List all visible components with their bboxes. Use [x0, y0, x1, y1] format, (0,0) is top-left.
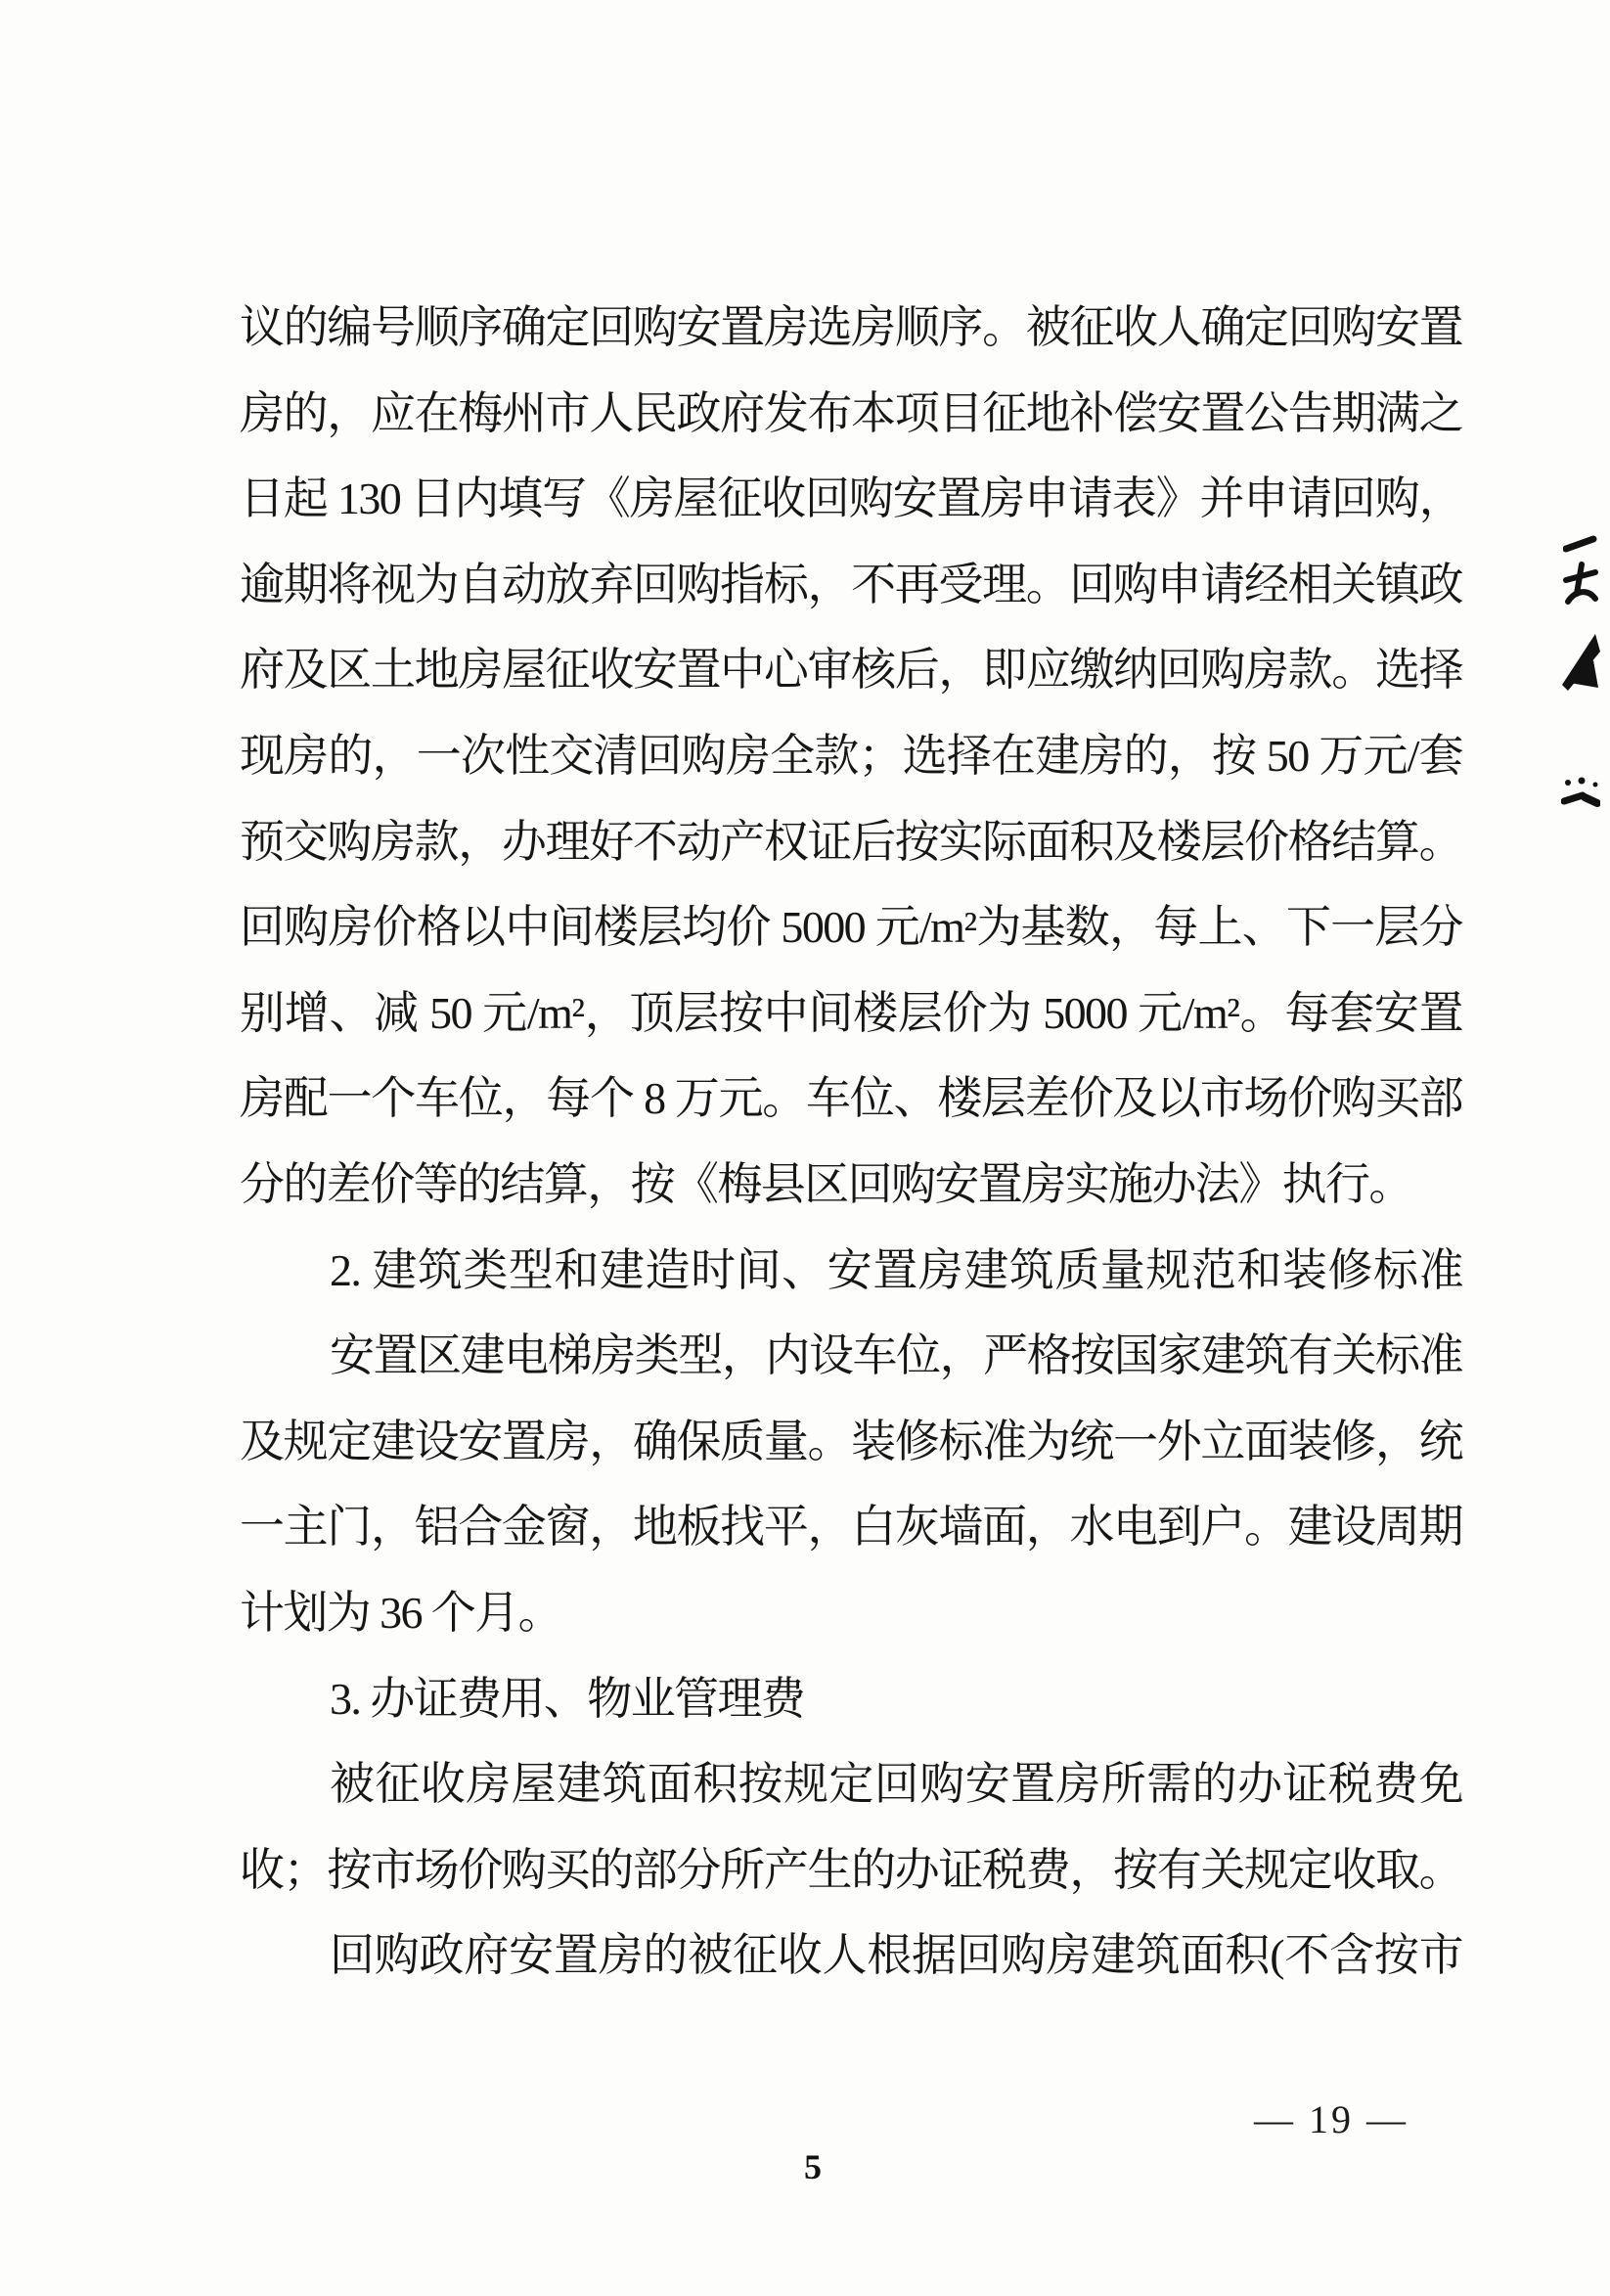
section-heading: 2. 建筑类型和建造时间、安置房建筑质量规范和装修标准: [330, 1244, 1462, 1295]
text-line: 房的，应在梅州市人民政府发布本项目征地补偿安置公告期满之: [240, 387, 1462, 438]
text-line: 安置区建电梯房类型，内设车位，严格按国家建筑有关标准: [330, 1330, 1462, 1381]
text-line: 计划为 36 个月。: [240, 1587, 562, 1638]
text-line: 房配一个车位，每个 8 万元。车位、楼层差价及以市场价购买部: [240, 1073, 1462, 1124]
text-line: 现房的，一次性交清回购房全款；选择在建房的，按 50 万元/套: [240, 730, 1462, 781]
text-line: 收；按市场价购买的部分所产生的办证税费，按有关规定收取。: [240, 1844, 1462, 1895]
text-line: 逾期将视为自动放弃回购指标，不再受理。回购申请经相关镇政: [240, 559, 1462, 609]
text-line: 及规定建设安置房，确保质量。装修标准为统一外立面装修，统: [240, 1416, 1462, 1466]
text-line: 别增、减 50 元/m²，顶层按中间楼层价为 5000 元/m²。每套安置: [240, 987, 1462, 1038]
ink-dashes-mark: [1561, 776, 1600, 813]
ink-check-triangle-mark: [1559, 632, 1602, 695]
text-line: 预交购房款，办理好不动产权证后按实际面积及楼层价格结算。: [240, 816, 1462, 867]
text-line: 被征收房屋建筑面积按规定回购安置房所需的办证税费免: [330, 1759, 1462, 1810]
text-line: 一主门，铝合金窗，地板找平，白灰墙面，水电到户。建设周期: [240, 1502, 1462, 1553]
text-line: 分的差价等的结算，按《梅县区回购安置房实施办法》执行。: [240, 1158, 1412, 1209]
text-line: 议的编号顺序确定回购安置房选房顺序。被征收人确定回购安置: [240, 302, 1462, 352]
text-line: 日起 130 日内填写《房屋征收回购安置房申请表》并申请回购，: [240, 473, 1462, 524]
ink-stroke-mark: [1563, 534, 1598, 554]
section-heading: 3. 办证费用、物业管理费: [330, 1673, 805, 1724]
ink-character-mark: [1561, 562, 1600, 608]
page-number: — 19 —: [1254, 2097, 1409, 2141]
text-line: 府及区土地房屋征收安置中心审核后，即应缴纳回购房款。选择: [240, 645, 1462, 696]
text-line: 回购房价格以中间楼层均价 5000 元/m²为基数，每上、下一层分: [240, 902, 1462, 953]
sheet-number: 5: [804, 2147, 822, 2186]
text-line: 回购政府安置房的被征收人根据回购房建筑面积(不含按市: [330, 1930, 1462, 1981]
document-text-block: [240, 285, 1462, 1999]
